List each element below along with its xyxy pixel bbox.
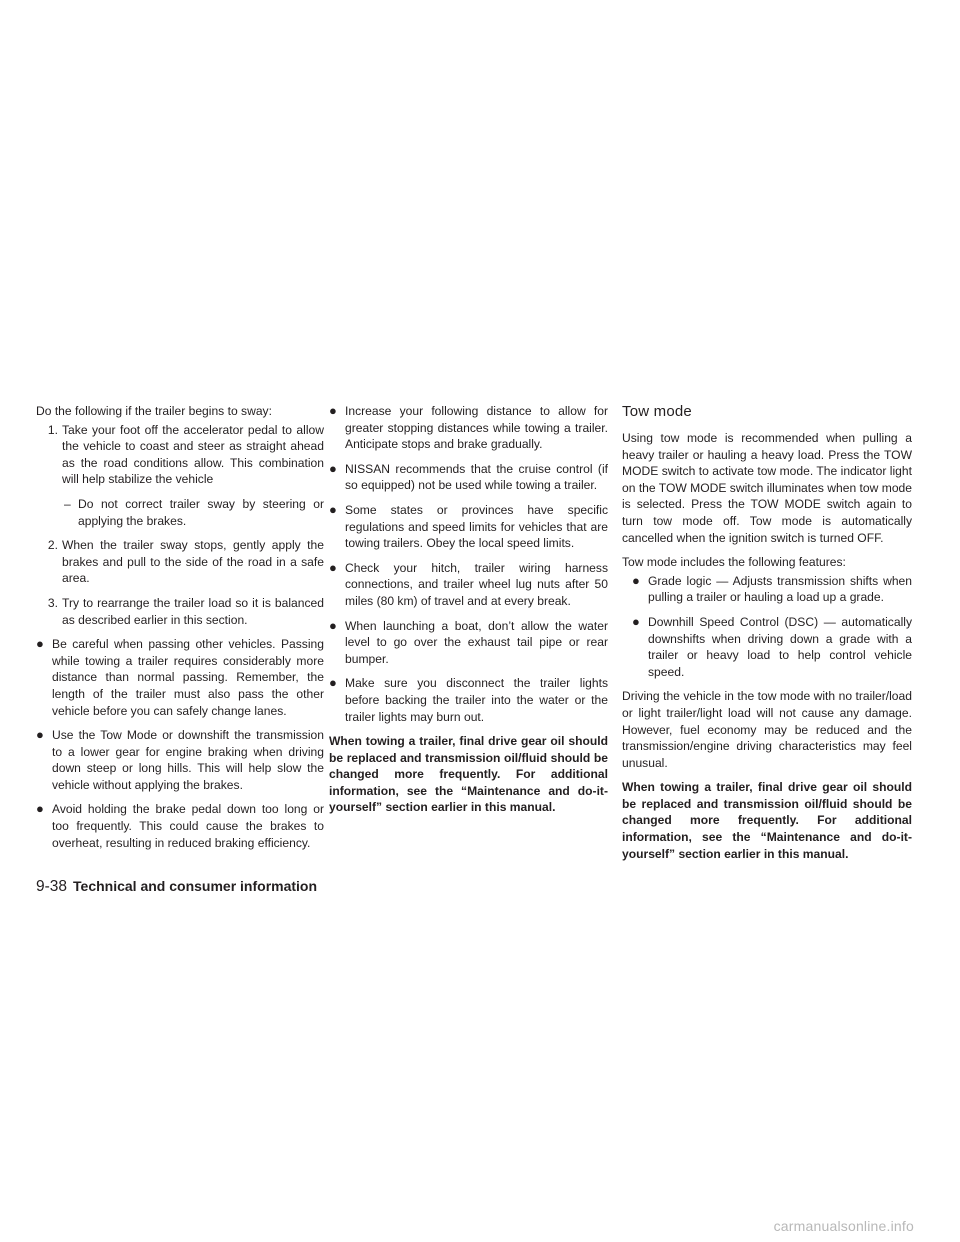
section-heading: Tow mode [622,403,692,420]
step-1-number: 1. [47,422,58,437]
step-3 [36,595,324,628]
bullet-item [329,502,608,552]
bullet-text: Downhill Speed Control (DSC) — automatically downshifts when driving down a grade with a trailer or heavy load to help control vehicle speed. [648,614,912,679]
watermark: carmanualsonline.info [773,1218,914,1234]
step-2 [36,537,324,587]
bullet-icon: ● [329,460,337,476]
bullet-text: Check your hitch, trailer wiring harness connections, and trailer wheel lug nuts after 50 miles (80 km) of travel and at every break. [345,560,608,608]
bullet-item [329,461,608,494]
bullet-item [329,403,608,453]
bullet-text: NISSAN recommends that the cruise control (if so equipped) not be used while towing a trailer. [345,461,608,493]
bullet-text: Make sure you disconnect the trailer lights before backing the trailer into the water or the trailer lights may burn out. [345,676,608,724]
step-2-number: 2. [47,538,58,553]
bullet-icon: ● [329,617,337,633]
middle-column [329,403,608,816]
bullet-icon: ● [329,559,337,575]
section-title: Technical and consumer information [73,878,318,894]
bullet-icon: ● [632,572,640,588]
bullet-icon: ● [632,613,640,629]
step-2-text: When the trailer sway stops, gently apply the brakes and pull to the side of the road in a safe area. [62,538,324,586]
tow-mode-no-trailer-note: Driving the vehicle in the tow mode with no trailer/load or light trailer/light load will not cause any damage. However, fuel economy may be reduced and the transmission/engine driving characteristics may feel unusual. [622,689,912,770]
bullet-text: Grade logic — Adjusts transmission shifts when pulling a trailer or hauling a load up a grade. [648,573,912,605]
bullet-item [622,614,912,680]
page-footer [36,876,317,897]
step-3-number: 3. [47,595,58,610]
bullet-text: When launching a boat, don’t allow the water level to go over the exhaust tail pipe or rear bumper. [345,618,608,666]
bullet-text: Be careful when passing other vehicles. Passing while towing a trailer requires considerably more distance than normal passing. Remember, the length of the trailer must also pass the other vehicle before you can safely change lanes. [52,637,324,718]
dash-marker: – [64,496,71,511]
bullet-item [329,618,608,668]
bullet-item [329,675,608,725]
page-number: 9-38 [36,878,68,895]
bullet-text: Avoid holding the brake pedal down too long or too frequently. This could cause the brakes to overheat, resulting in reduced braking efficiency. [52,802,324,850]
features-intro: Tow mode includes the following features: [622,555,846,570]
left-column [36,403,324,859]
bullet-icon: ● [36,801,44,817]
bullet-item [329,560,608,610]
step-1-substep [36,496,324,529]
gear-oil-note: When towing a trailer, final drive gear oil should be replaced and transmission oil/fluid should be changed more frequently. For additional information, see the “Maintenance and do-it-yourself” section earlier in this manual. [622,780,912,861]
bullet-icon: ● [36,636,44,652]
bullet-item [36,636,324,719]
bullet-icon: ● [329,501,337,517]
bullet-text: Use the Tow Mode or downshift the transmission to a lower gear for engine braking when driving down steep or long hills. This will help slow the vehicle without applying the brakes. [52,728,324,792]
gear-oil-note: When towing a trailer, final drive gear oil should be replaced and transmission oil/fluid should be changed more frequently. For additional information, see the “Maintenance and do-it-yourself” section earlier in this manual. [329,734,608,815]
bullet-item [36,801,324,851]
step-1 [36,422,324,488]
bullet-text: Some states or provinces have specific regulations and speed limits for vehicles that are towing trailers. Obey the local speed limits. [345,502,608,551]
bullet-icon: ● [329,675,337,691]
right-column [622,403,912,862]
step-1-text: Take your foot off the accelerator pedal to allow the vehicle to coast and steer as straight ahead as the road conditions allow. This combination will help stabilize the vehicle [62,422,324,487]
step-3-text: Try to rearrange the trailer load so it is balanced as described earlier in this section. [62,595,324,627]
bullet-item [36,727,324,793]
bullet-icon: ● [36,727,44,743]
step-1-substep-text: Do not correct trailer sway by steering or applying the brakes. [78,496,324,528]
sway-intro: Do the following if the trailer begins to sway: [36,404,272,418]
bullet-text: Increase your following distance to allow for greater stopping distances while towing a trailer. Anticipate stops and brake gradually. [345,404,608,452]
bullet-icon: ● [329,403,337,418]
bullet-item [622,573,912,606]
tow-mode-description: Using tow mode is recommended when pulling a heavy trailer or hauling a heavy load. Press the TOW MODE switch to activate tow mode. The indicator light on the TOW MODE switch illuminates when tow mode is selected. Press the TOW MODE switch again to turn tow mode off. Tow mode is automatically cancelled when the ignition switch is turned OFF. [622,431,912,545]
